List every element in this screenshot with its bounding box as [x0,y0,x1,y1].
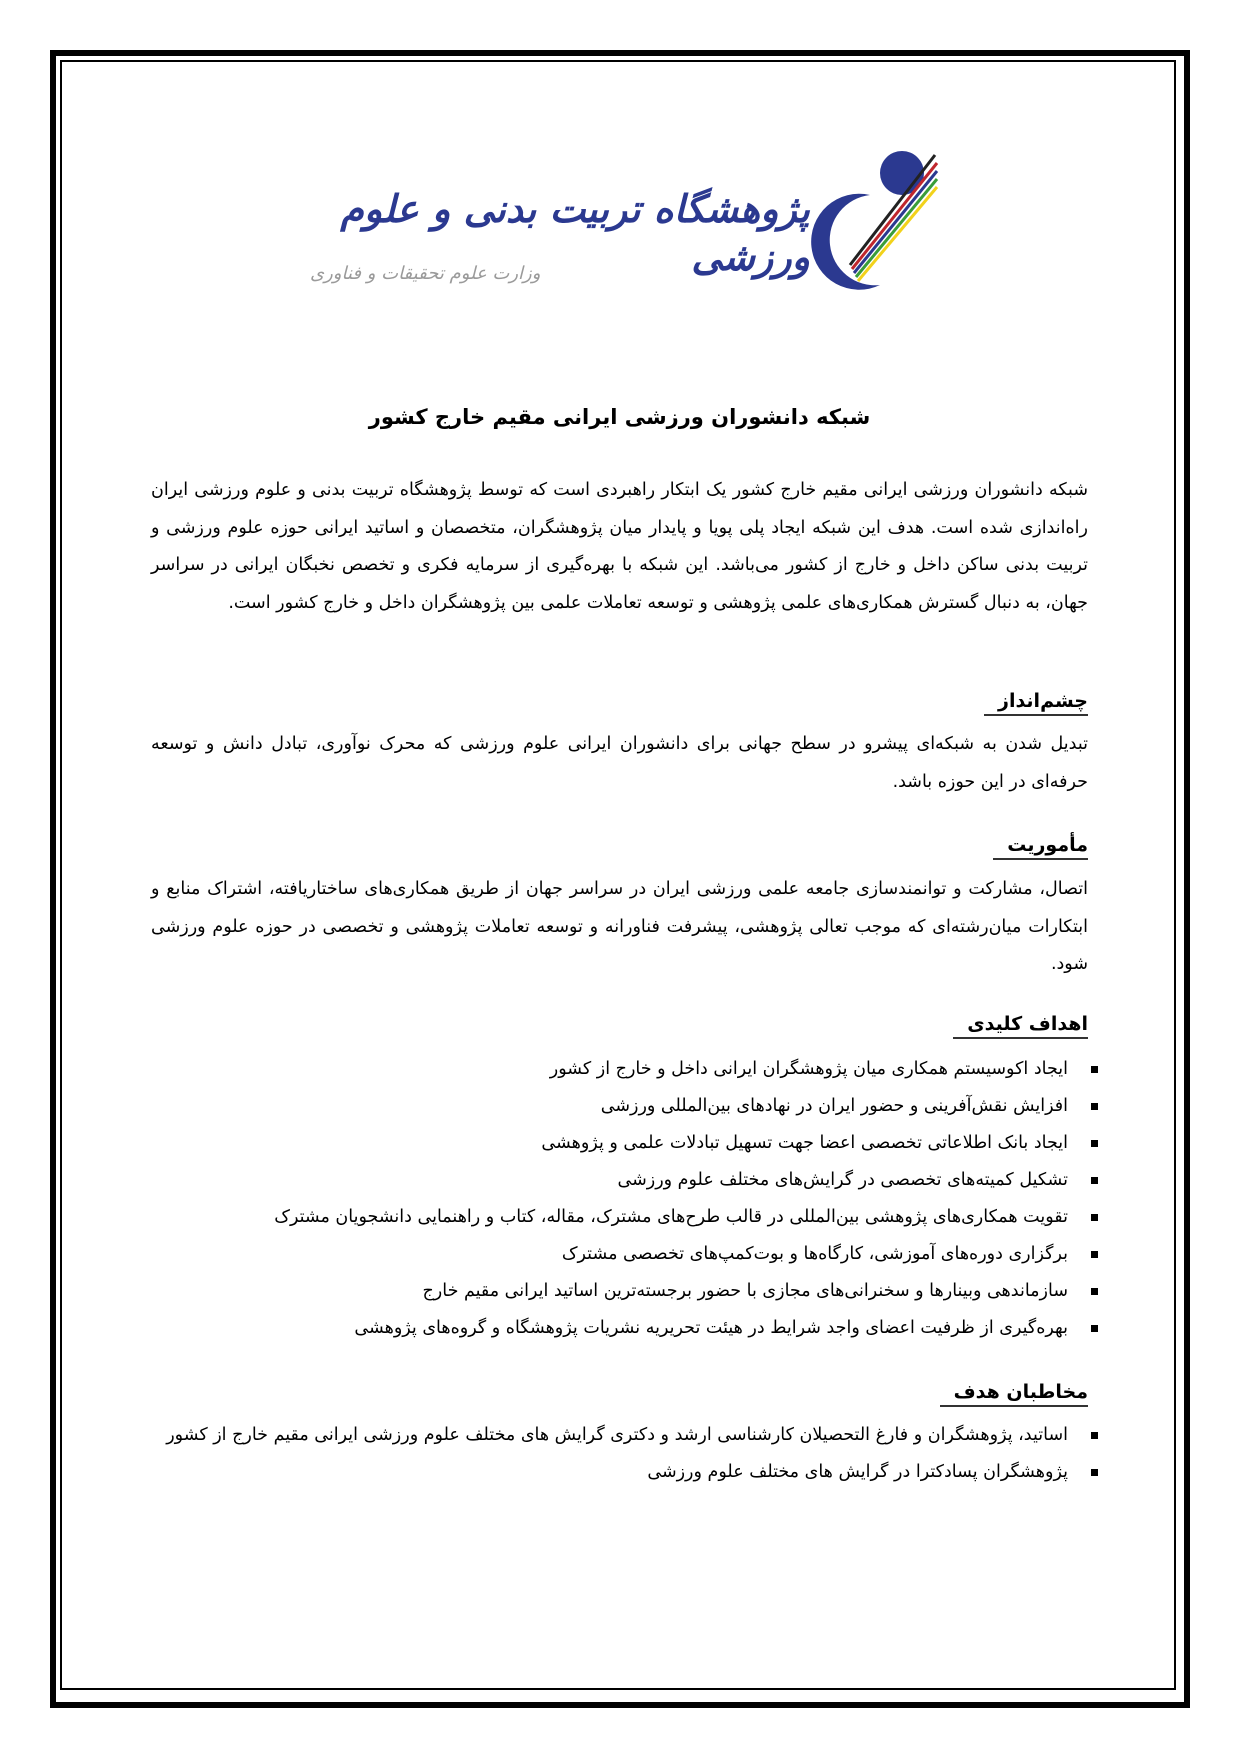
logo-name: پژوهشگاه تربیت بدنی و علوم ورزشی [340,186,810,279]
goals-heading: اهداف کلیدی [953,1013,1088,1039]
intro-paragraph: شبکه دانشوران ورزشی ایرانی مقیم خارج کشور یک ابتکار راهبردی است که توسط پژوهشگاه تربیت بدنی و علوم ورزشی ایران راه‌اندازی شده است. هدف این شبکه ایجاد پلی پویا و پایدار میان پژوهشگران، متخصصان و اساتید ایرانی حوزه علوم ورزشی و تربیت بدنی ساکن داخل و خارج از کشور می‌باشد. این شبکه با بهره‌گیری از سرمایه فکری و تخصص نخبگان ایرانی در سراسر جهان، به دنبال گسترش همکاری‌های علمی پژوهشی و توسعه تعاملات علمی بین پژوهشگران داخل و خارج کشور است. [151,480,1088,613]
vision-paragraph: تبدیل شدن به شبکه‌ای پیشرو در سطح جهانی برای دانشوران ایرانی علوم ورزشی که محرک نوآوری، تبادل دانش و توسعه حرفه‌ای در این حوزه باشد. [151,734,1088,792]
document-title: شبکه دانشوران ورزشی ایرانی مقیم خارج کشور [368,405,871,429]
audience-list [161,1417,1098,1491]
vision-heading: چشم‌انداز [984,690,1088,716]
list-item: بهره‌گیری از ظرفیت اعضای واجد شرایط در هیئت تحریریه نشریات پژوهشگاه و گروه‌های پژوهشی [158,1310,1098,1347]
list-item: پژوهشگران پسادکترا در گرایش های مختلف علوم ورزشی [161,1454,1098,1491]
list-item: تشکیل کمیته‌های تخصصی در گرایش‌های مختلف علوم ورزشی [158,1162,1098,1199]
mission-paragraph: اتصال، مشارکت و توانمندسازی جامعه علمی ورزشی ایران در سراسر جهان از طریق همکاری‌های ساختاریافته، اشتراک منابع و ابتکارات میان‌رشته‌ای که موجب تعالی پژوهشی، پیشرفت فناورانه و توسعه تعاملات پژوهشی و تخصصی در حوزه علوم ورزشی شود. [151,879,1088,974]
institute-logo [300,145,940,315]
mission-heading: مأموریت [993,834,1088,860]
list-item: اساتید، پژوهشگران و فارغ التحصیلان کارشناسی ارشد و دکتری گرایش های مختلف علوم ورزشی ایرانی مقیم خارج از کشور [161,1417,1098,1454]
list-item: ایجاد بانک اطلاعاتی تخصصی اعضا جهت تسهیل تبادلات علمی و پژوهشی [158,1125,1098,1162]
list-item: افزایش نقش‌آفرینی و حضور ایران در نهادهای بین‌المللی ورزشی [158,1088,1098,1125]
list-item: ایجاد اکوسیستم همکاری میان پژوهشگران ایرانی داخل و خارج از کشور [158,1051,1098,1088]
logo-subtitle: وزارت علوم تحقیقات و فناوری [310,263,541,284]
list-item: سازماندهی وبینارها و سخنرانی‌های مجازی با حضور برجسته‌ترین اساتید ایرانی مقیم خارج [158,1273,1098,1310]
list-item: برگزاری دوره‌های آموزشی، کارگاه‌ها و بوت‌کمپ‌های تخصصی مشترک [158,1236,1098,1273]
audience-heading: مخاطبان هدف [940,1381,1088,1407]
runner-emblem-icon [810,145,940,295]
list-item: تقویت همکاری‌های پژوهشی بین‌المللی در قالب طرح‌های مشترک، مقاله، کتاب و راهنمایی دانشجویان مشترک [158,1199,1098,1236]
goals-list [158,1051,1098,1347]
